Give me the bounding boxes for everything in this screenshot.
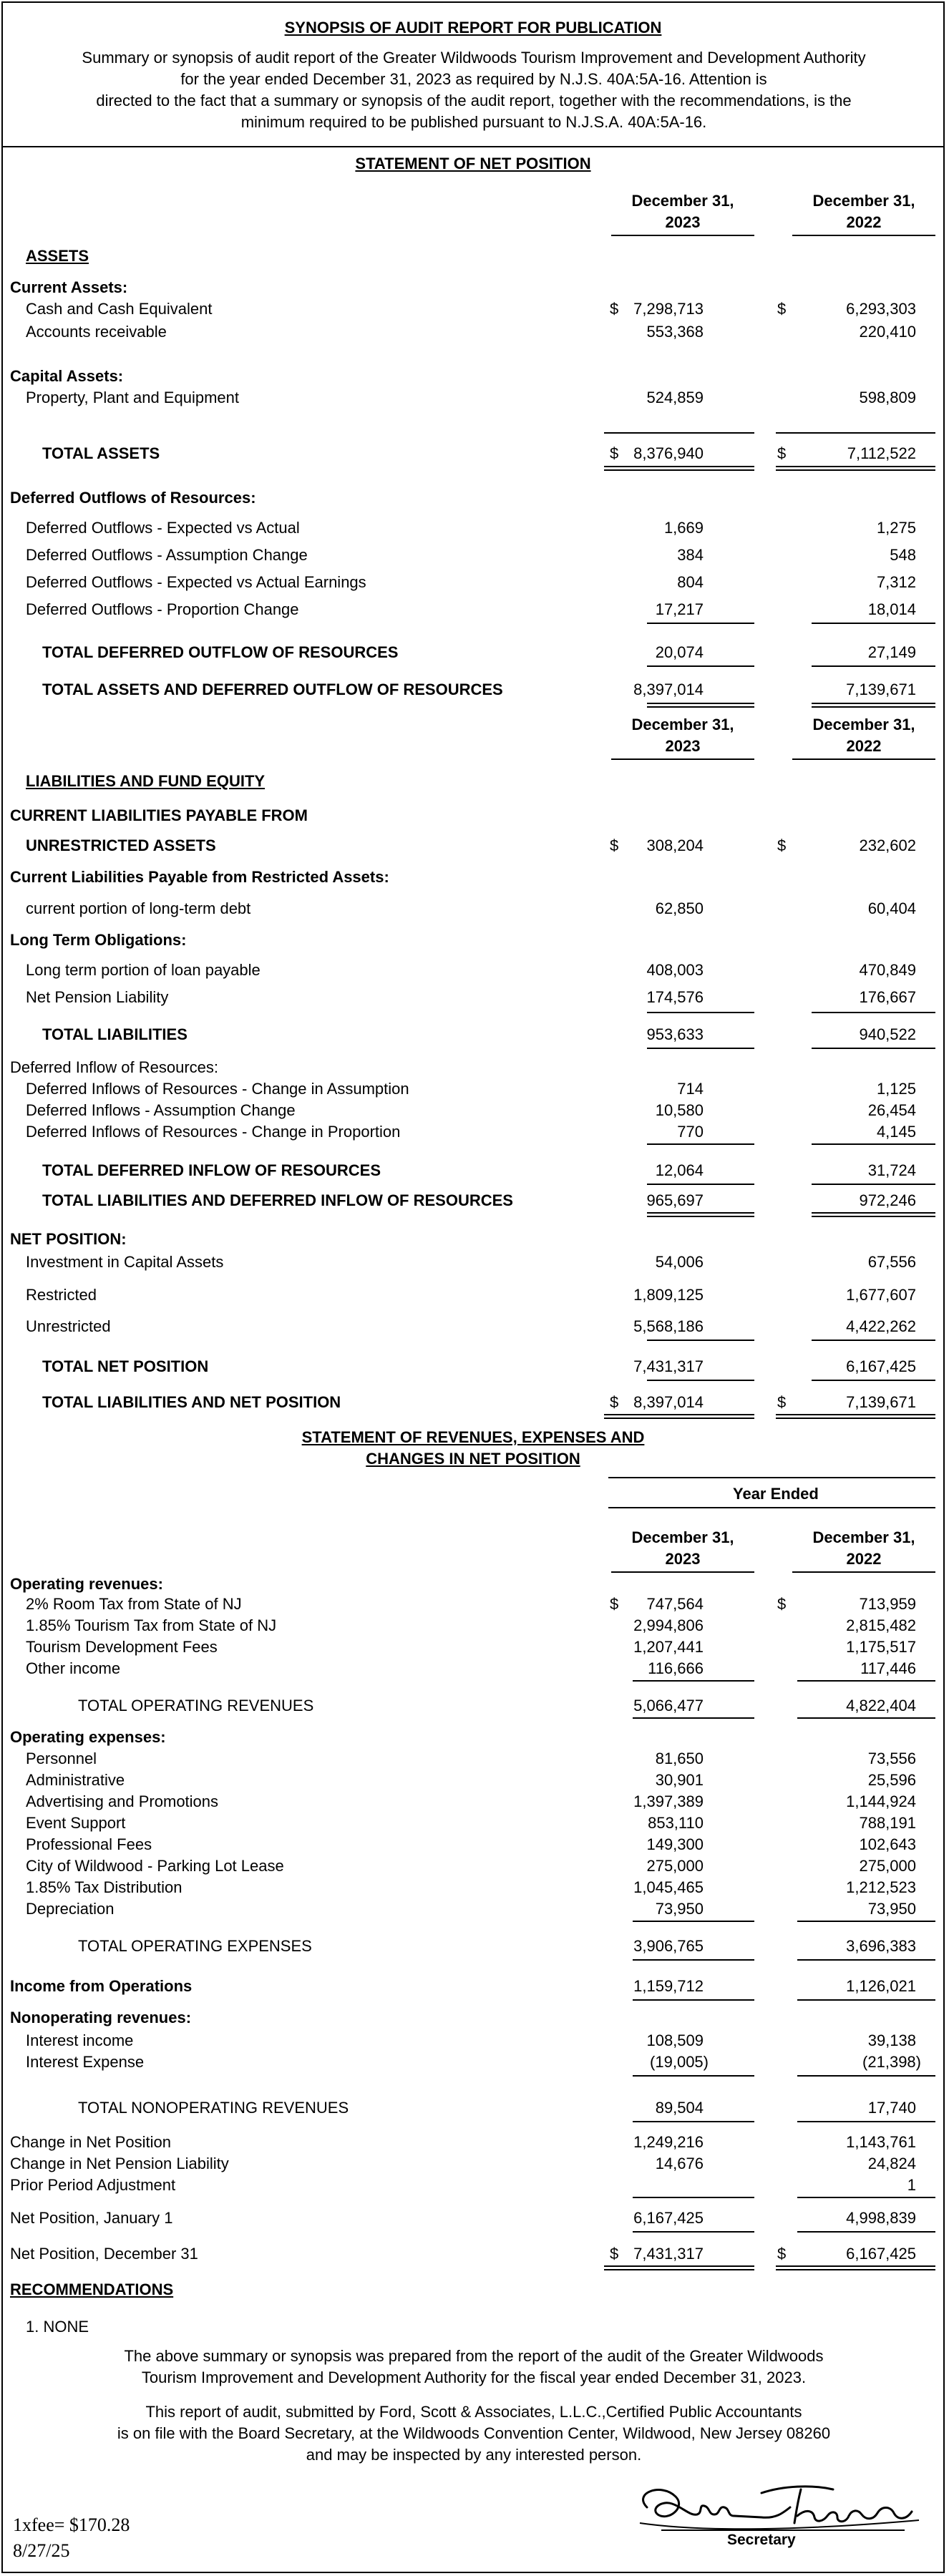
table-row: Administrative 30,901 25,596 xyxy=(26,1771,916,1789)
audit-file-paragraph: This report of audit, submitted by Ford, Scott & Associates, L.L.C.,Certified Public Accountants is on file with the Board Secretary, at the Wildwoods Convention Center, Wildwood, New Jersey 08260 and may be inspected by any interested person. xyxy=(117,2403,831,2464)
recommendations-paragraph: The above summary or synopsis was prepared from the report of the audit of the Greater Wildwoods Tourism Improvement and Development Authority for the fiscal year ended December 31, 2023. xyxy=(124,2347,824,2386)
table-row: Deferred Outflows - Assumption Change 384 548 xyxy=(26,546,916,564)
current-assets-heading: Current Assets: xyxy=(10,278,128,296)
table-row: Net Position, January 1 6,167,425 4,998,839 xyxy=(10,2209,916,2227)
table-row: Change in Net Pension Liability 14,676 24,824 xyxy=(10,2155,916,2172)
table-row: Cash and Cash Equivalent $ 7,298,713 $ 6,293,303 xyxy=(26,300,916,318)
table-row: Prior Period Adjustment 1 xyxy=(10,2176,916,2194)
total-row: TOTAL ASSETS AND DEFERRED OUTFLOW OF RESOURCES 8,397,014 7,139,671 xyxy=(42,680,916,698)
table-row: Deferred Inflows of Resources - Change in Assumption 714 1,125 xyxy=(26,1080,916,1098)
total-row: TOTAL LIABILITIES AND NET POSITION $ 8,397,014 $ 7,139,671 xyxy=(42,1393,916,1411)
table-row: Restricted 1,809,125 1,677,607 xyxy=(26,1286,916,1304)
table-row: 2% Room Tax from State of NJ $ 747,564 $ 713,959 xyxy=(26,1595,916,1613)
table-row: Interest income 108,509 39,138 xyxy=(26,2031,916,2049)
header-underline xyxy=(792,235,935,236)
restricted-heading: Current Liabilities Payable from Restricted Assets: xyxy=(10,868,389,886)
total-row: TOTAL LIABILITIES 953,633 940,522 xyxy=(42,1025,916,1043)
col-header-2022: December 31, 2022 xyxy=(812,716,915,755)
col-header-2022: December 31, 2022 xyxy=(812,1528,915,1568)
table-row: Professional Fees 149,300 102,643 xyxy=(26,1835,916,1853)
table-row: Deferred Outflows - Proportion Change 17,217 18,014 xyxy=(26,600,916,618)
nonoperating-heading: Nonoperating revenues: xyxy=(10,2009,192,2026)
capital-assets-heading: Capital Assets: xyxy=(10,367,124,385)
table-row: Deferred Outflows - Expected vs Actual 1,669 1,275 xyxy=(26,519,916,537)
table-row: City of Wildwood - Parking Lot Lease 275,000 275,000 xyxy=(26,1857,916,1875)
table-row: Advertising and Promotions 1,397,389 1,144,924 xyxy=(26,1792,916,1810)
table-row: UNRESTRICTED ASSETS $ 308,204 $ 232,602 xyxy=(26,836,916,854)
table-row: Interest Expense (19,005) (21,398) xyxy=(26,2053,921,2071)
total-row: TOTAL NET POSITION 7,431,317 6,167,425 xyxy=(42,1357,916,1375)
paragraph-line: minimum required to be published pursuant to N.J.S.A. 40A:5A-16. xyxy=(240,113,707,131)
table-row: Depreciation 73,950 73,950 xyxy=(26,1900,916,1918)
header-underline xyxy=(611,235,754,236)
table-row: Unrestricted 5,568,186 4,422,262 xyxy=(26,1317,916,1335)
table-row: Deferred Inflows of Resources - Change in Proportion 770 4,145 xyxy=(26,1123,916,1141)
date-note: 8/27/25 xyxy=(13,2540,70,2561)
synopsis-paragraph xyxy=(31,47,916,133)
total-row: Net Position, December 31 $ 7,431,317 $ 6,167,425 xyxy=(10,2245,916,2263)
operating-revenues-heading: Operating revenues: xyxy=(10,1575,163,1593)
table-row: Tourism Development Fees 1,207,441 1,175,517 xyxy=(26,1638,916,1656)
table-row: Net Pension Liability 174,576 176,667 xyxy=(26,988,916,1006)
recommendation-item: 1. NONE xyxy=(26,2318,89,2336)
table-row: current portion of long-term debt 62,850 60,404 xyxy=(26,899,916,917)
assets-heading: ASSETS xyxy=(26,247,89,265)
paragraph-line: Summary or synopsis of audit report of the Greater Wildwoods Tourism Improvement and Development Authority xyxy=(82,49,866,67)
fee-note: 1xfee= $170.28 xyxy=(13,2514,130,2535)
table-row: 1.85% Tourism Tax from State of NJ 2,994,806 2,815,482 xyxy=(26,1616,916,1634)
table-row: Event Support 853,110 788,191 xyxy=(26,1814,916,1832)
col-header-2023: December 31, 2023 xyxy=(631,1528,734,1568)
operating-expenses-heading: Operating expenses: xyxy=(10,1728,166,1746)
paragraph-line: directed to the fact that a summary or synopsis of the audit report, together with the recommendations, is the xyxy=(96,92,852,109)
total-row: TOTAL NONOPERATING REVENUES 89,504 17,740 xyxy=(78,2099,916,2117)
total-row: Income from Operations 1,159,712 1,126,021 xyxy=(10,1977,916,1995)
table-row: Deferred Inflows - Assumption Change 10,580 26,454 xyxy=(26,1101,916,1119)
col-header-2023: December 31, 2023 xyxy=(631,192,734,231)
col-header-2023: December 31, 2023 xyxy=(631,716,734,755)
revenues-title: STATEMENT OF REVENUES, EXPENSES AND CHANGES IN NET POSITION xyxy=(301,1428,645,1468)
table-row: Other income 116,666 117,446 xyxy=(26,1659,916,1677)
current-liabilities-heading: CURRENT LIABILITIES PAYABLE FROM xyxy=(10,806,308,824)
table-row: 1.85% Tax Distribution 1,045,465 1,212,523 xyxy=(26,1878,916,1896)
paragraph-line: for the year ended December 31, 2023 as required by N.J.S. 40A:5A-16. Attention is xyxy=(180,70,767,88)
total-row: TOTAL OPERATING EXPENSES 3,906,765 3,696,383 xyxy=(78,1937,916,1955)
table-row: Deferred Outflows - Expected vs Actual Earnings 804 7,312 xyxy=(26,573,916,591)
audit-synopsis-document xyxy=(1,1,945,2573)
table-row: Long term portion of loan payable 408,003 470,849 xyxy=(26,961,916,979)
deferred-outflows-heading: Deferred Outflows of Resources: xyxy=(10,489,256,507)
recommendations-heading: RECOMMENDATIONS xyxy=(10,2280,174,2298)
total-row: TOTAL ASSETS $ 8,376,940 $ 7,112,522 xyxy=(42,444,916,462)
table-row: Personnel 81,650 73,556 xyxy=(26,1750,916,1767)
deferred-inflow-heading: Deferred Inflow of Resources: xyxy=(10,1058,219,1076)
table-row: Property, Plant and Equipment 524,859 598,809 xyxy=(26,389,916,406)
liabilities-heading: LIABILITIES AND FUND EQUITY xyxy=(26,772,266,790)
total-row: TOTAL OPERATING REVENUES 5,066,477 4,822,404 xyxy=(78,1697,916,1714)
table-row: Accounts receivable 553,368 220,410 xyxy=(26,323,916,341)
col-header-2022: December 31, 2022 xyxy=(812,192,915,231)
total-row: TOTAL DEFERRED OUTFLOW OF RESOURCES 20,074 27,149 xyxy=(42,643,916,661)
synopsis-title: SYNOPSIS OF AUDIT REPORT FOR PUBLICATION xyxy=(284,19,662,36)
year-ended-label: Year Ended xyxy=(733,1485,819,1503)
total-row: TOTAL DEFERRED INFLOW OF RESOURCES 12,064 31,724 xyxy=(42,1161,916,1179)
net-position-title: STATEMENT OF NET POSITION xyxy=(355,155,591,172)
table-row: Change in Net Position 1,249,216 1,143,761 xyxy=(10,2133,916,2151)
net-position-heading: NET POSITION: xyxy=(10,1230,127,1248)
total-row: TOTAL LIABILITIES AND DEFERRED INFLOW OF RESOURCES 965,697 972,246 xyxy=(42,1191,916,1209)
divider xyxy=(3,146,943,147)
long-term-heading: Long Term Obligations: xyxy=(10,931,187,949)
table-row: Investment in Capital Assets 54,006 67,556 xyxy=(26,1253,916,1271)
signature-label: Secretary xyxy=(727,2532,796,2548)
